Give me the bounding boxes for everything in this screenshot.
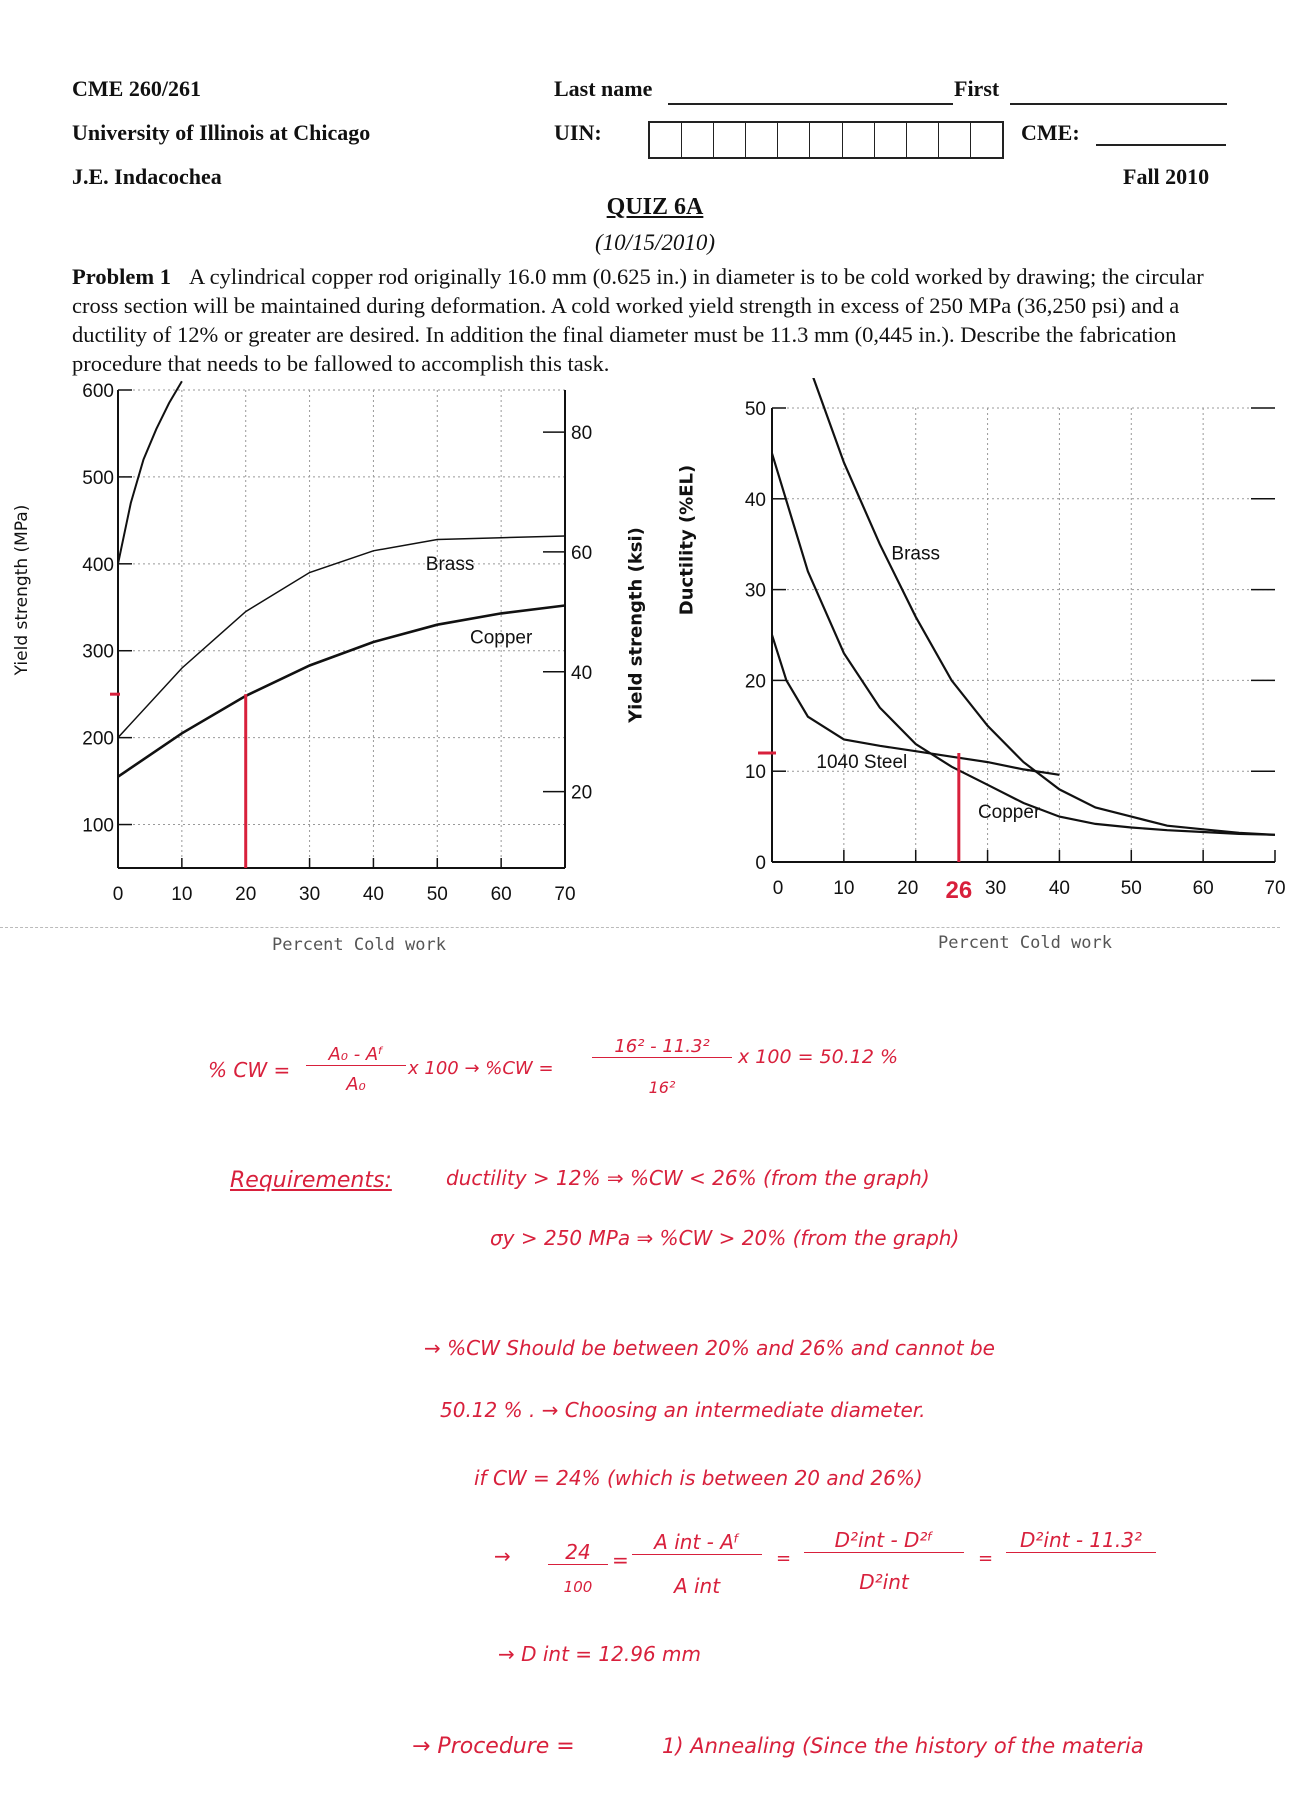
term-label: Fall 2010 [1123, 164, 1210, 189]
chart2-annotation-label: 26 [945, 877, 973, 904]
eq-fraction4-num: D²int - 11.3² [1006, 1528, 1156, 1553]
chart1-ytick-label: 400 [82, 554, 114, 576]
first-name-field[interactable] [1010, 77, 1227, 105]
chart1-y2tick-label: 80 [571, 423, 593, 445]
divider [0, 927, 1280, 928]
last-name-label: Last name [554, 76, 653, 101]
procedure-label: → Procedure = [412, 1734, 575, 1759]
chart2-series-label-steel: 1040 Steel [816, 752, 908, 774]
quiz-date: (10/15/2010) [594, 230, 716, 255]
chart1-series-label-brass: Brass [425, 553, 475, 575]
chart2-ytick-label: 30 [744, 580, 766, 602]
problem-text: A cylindrical copper rod originally 16.0 mm (0.625 in.) in diameter is to be cold worked by drawing; the circular cross section will be maintained during deformation. A cold worked yield strength in excess of 250 MPa (36,250 psi) and a ductility of 12% or greater are desired. In addition the final diameter must be 11.3 mm (0,445 in.). Describe the fabrication procedure that needs to be fallowed to accomplish this task. [72, 264, 1204, 376]
uin-field[interactable] [648, 121, 1004, 159]
cme-label: CME: [1021, 120, 1080, 145]
first-name-label: First [954, 76, 1000, 101]
cw-formula-lhs: % CW = [208, 1058, 291, 1082]
eq-equals-3: = [978, 1548, 994, 1569]
chart2-xtick-label: 0 [772, 878, 784, 899]
chart2-series-line-copper [772, 453, 1275, 834]
eq-fraction3-den: D²int [859, 1570, 909, 1594]
chart1-y2tick-label: 40 [571, 662, 593, 684]
course-code: CME 260/261 [72, 76, 201, 101]
chart1-y2tick-label: 60 [571, 542, 593, 564]
yield-mpa-axis-label: Yield strength (MPa) [12, 504, 32, 676]
chart2-xtick-label: 30 [985, 878, 1007, 899]
formula2-denominator: 16² [648, 1078, 676, 1097]
chart1-xlabel: Percent Cold work [272, 935, 446, 955]
last-name-field[interactable] [668, 77, 953, 105]
formula1-denominator: A₀ [346, 1074, 366, 1095]
chart2-xtick-label: 20 [897, 878, 919, 899]
chart1-xtick-label: 20 [235, 884, 257, 905]
cme-field[interactable] [1096, 118, 1226, 146]
problem-label: Problem 1 [72, 264, 171, 289]
chart1-y2tick-label: 20 [571, 782, 593, 804]
formula1-tail: x 100 → %CW = [408, 1058, 554, 1079]
eq-fraction2-num: A int - Aᶠ [632, 1530, 762, 1555]
chart2-series-label-brass: Brass [891, 543, 941, 565]
chart1-ytick-label: 300 [82, 641, 114, 663]
formula2-numerator: 16² - 11.3² [592, 1036, 732, 1058]
chart1-ytick-label: 600 [82, 381, 114, 402]
instructor-name: J.E. Indacochea [72, 164, 222, 189]
solution-line-3: if CW = 24% (which is between 20 and 26%) [474, 1466, 923, 1490]
chart1-xtick-label: 30 [299, 884, 321, 905]
chart1-ytick-label: 500 [82, 467, 114, 489]
uin-label: UIN: [554, 120, 602, 145]
chart1-xtick-label: 60 [490, 884, 512, 905]
ductility-axis-label: Ductility (%EL) [676, 464, 698, 616]
chart1-xtick-label: 10 [171, 884, 193, 905]
chart1-xtick-label: 70 [554, 884, 576, 905]
chart2-xtick-label: 70 [1264, 878, 1286, 899]
formula2-result: x 100 = 50.12 % [738, 1046, 899, 1068]
chart2-ytick-label: 50 [744, 399, 766, 420]
university-name: University of Illinois at Chicago [72, 120, 371, 145]
eq-fraction2-den: A int [673, 1574, 721, 1598]
chart2-xtick-label: 10 [833, 878, 855, 899]
quiz-title: QUIZ 6A [606, 194, 704, 220]
chart2-xtick-label: 40 [1048, 878, 1070, 899]
equation-arrow: → [494, 1544, 511, 1568]
chart2-xlabel: Percent Cold work [938, 933, 1112, 953]
eq-equals-2: = [776, 1548, 792, 1569]
chart1-ytick-label: 100 [82, 815, 114, 837]
chart2-xtick-label: 50 [1120, 878, 1142, 899]
chart2-series-label-copper: Copper [977, 802, 1041, 824]
chart1-xtick-label: 40 [362, 884, 384, 905]
requirement-ductility: ductility > 12% ⇒ %CW < 26% (from the graph) [446, 1166, 930, 1190]
chart2-ytick-label: 40 [744, 489, 766, 511]
problem-statement [72, 262, 1242, 378]
chart1-series-line-unlabeled [118, 381, 182, 564]
chart2-ytick-label: 0 [755, 853, 766, 874]
solution-line-1: → %CW Should be between 20% and 26% and cannot be [424, 1336, 995, 1360]
chart2-xtick-label: 60 [1192, 878, 1214, 899]
eq-fraction3-num: D²int - D²ᶠ [804, 1528, 964, 1553]
chart2-ytick-label: 20 [744, 671, 766, 693]
intermediate-diameter-result: → D int = 12.96 mm [498, 1642, 701, 1666]
procedure-step-1: 1) Annealing (Since the history of the materia [662, 1734, 1144, 1758]
formula1-numerator: A₀ - Aᶠ [306, 1044, 406, 1066]
chart1-ytick-label: 200 [82, 728, 114, 750]
yield-strength-chart [0, 380, 640, 940]
yield-ksi-axis-label: Yield strength (ksi) [625, 527, 647, 723]
chart1-xtick-label: 0 [112, 884, 124, 905]
chart1-xtick-label: 50 [426, 884, 448, 905]
eq-equals-1: = [612, 1548, 629, 1572]
eq-fraction1-den: 100 [563, 1578, 593, 1596]
eq-fraction1-num: 24 [548, 1540, 608, 1565]
ductility-chart [700, 380, 1286, 940]
requirements-label: Requirements: [230, 1168, 392, 1193]
requirement-strength: σy > 250 MPa ⇒ %CW > 20% (from the graph) [490, 1226, 960, 1250]
solution-line-2: 50.12 % . → Choosing an intermediate diameter. [440, 1398, 926, 1422]
chart2-ytick-label: 10 [744, 762, 766, 784]
chart1-series-label-copper: Copper [469, 627, 533, 649]
